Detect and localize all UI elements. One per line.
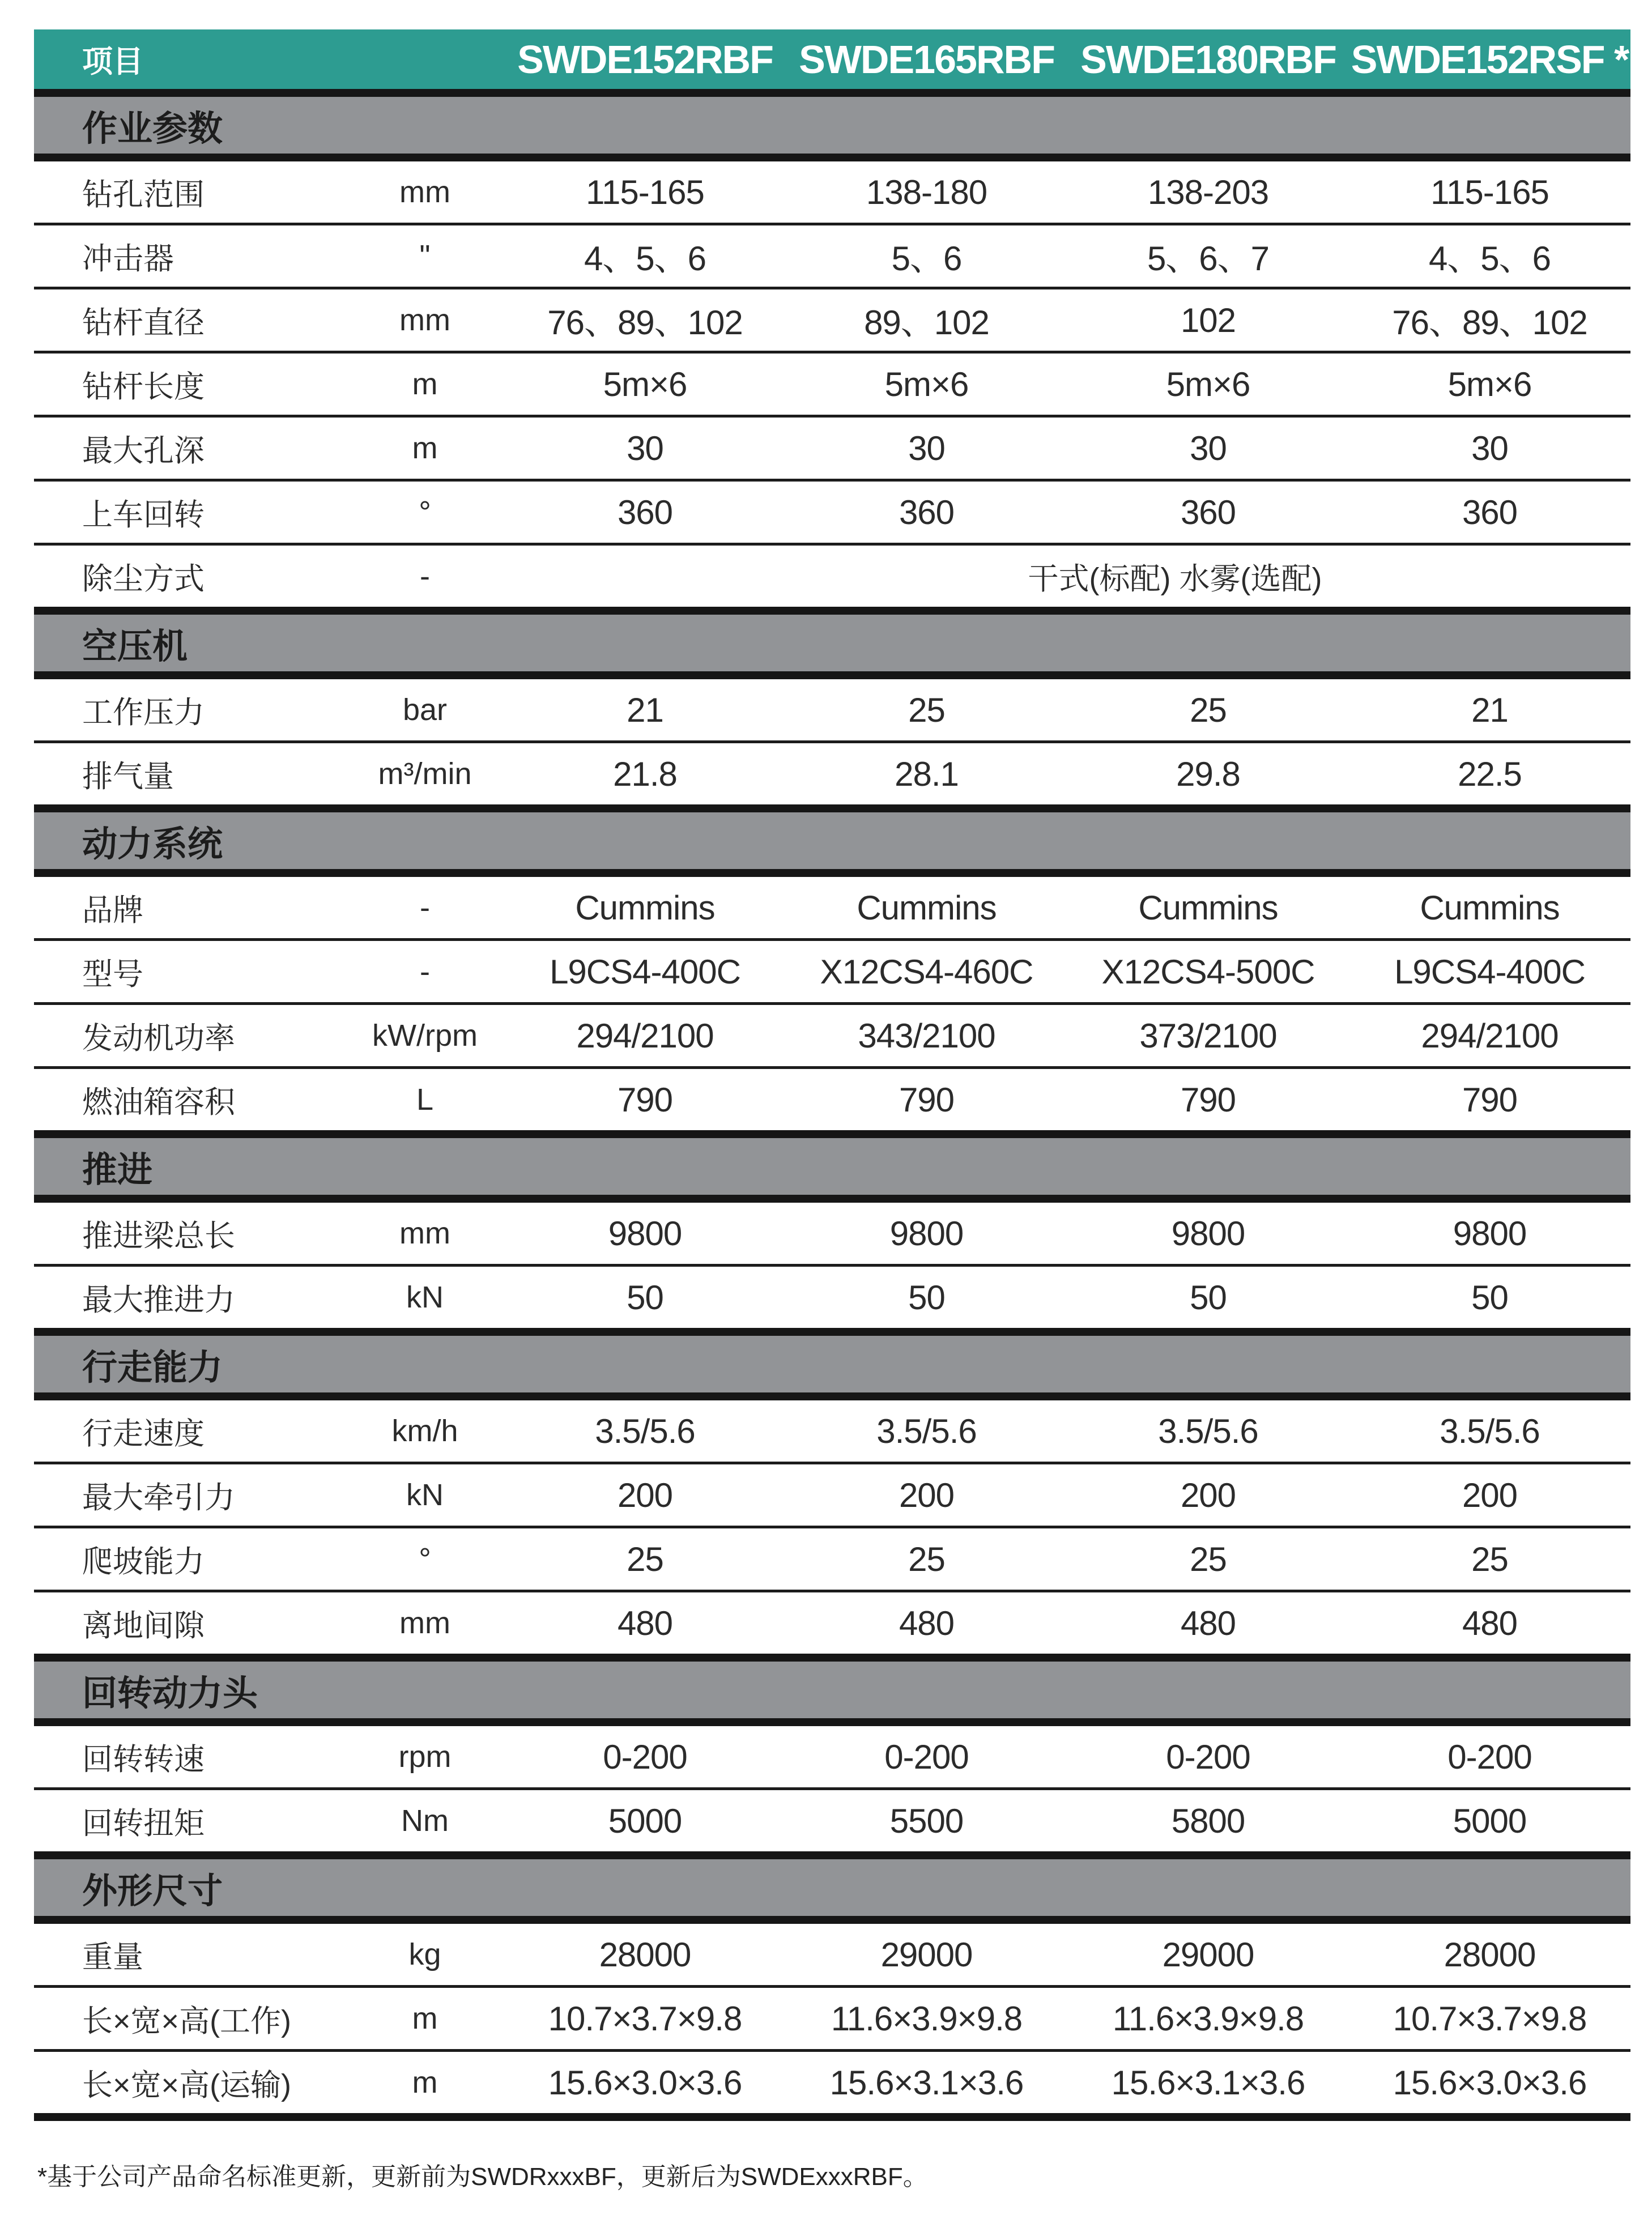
row-value: 200 bbox=[617, 1476, 673, 1514]
row-value: 373/2100 bbox=[1139, 1016, 1277, 1055]
row-value: 200 bbox=[1462, 1476, 1518, 1514]
header-item-label: 项目 bbox=[82, 45, 143, 79]
row-value: 50 bbox=[908, 1278, 945, 1317]
row-value: 360 bbox=[1180, 493, 1236, 531]
row-value: 0-200 bbox=[603, 1737, 687, 1776]
row-value: 76、89、102 bbox=[1392, 304, 1587, 342]
row-value: 790 bbox=[1462, 1080, 1518, 1119]
row-label: 钻杆长度 bbox=[82, 369, 205, 404]
row-value: 138-180 bbox=[866, 173, 987, 211]
row-value: 25 bbox=[1190, 1540, 1227, 1578]
row-value: 102 bbox=[1180, 301, 1236, 339]
row-value: 790 bbox=[899, 1080, 955, 1119]
spec-row bbox=[34, 223, 1630, 287]
row-unit: kg bbox=[408, 1937, 441, 1971]
row-value: 50 bbox=[1190, 1278, 1227, 1317]
row-unit: Nm bbox=[401, 1804, 449, 1838]
row-value: X12CS4-460C bbox=[820, 952, 1033, 991]
row-label: 最大孔深 bbox=[82, 433, 205, 468]
row-label: 品牌 bbox=[82, 893, 143, 927]
table-sections bbox=[34, 89, 1630, 2113]
section-header: 行走能力 bbox=[34, 1328, 1630, 1400]
spec-row bbox=[34, 740, 1630, 804]
section-header: 推进 bbox=[34, 1130, 1630, 1203]
spec-row bbox=[34, 415, 1630, 479]
row-value: 115-165 bbox=[586, 173, 704, 211]
spec-row bbox=[34, 161, 1630, 223]
row-value: 89、102 bbox=[864, 304, 989, 342]
row-value: 21.8 bbox=[613, 755, 677, 793]
row-unit: ° bbox=[419, 1542, 431, 1576]
spec-row bbox=[34, 479, 1630, 543]
row-unit: bar bbox=[402, 693, 448, 727]
row-value: 11.6×3.9×9.8 bbox=[1112, 1999, 1304, 2038]
spec-row bbox=[34, 543, 1630, 607]
footnote: *基于公司产品命名标准更新，更新前为SWDRxxxBF，更新后为SWDExxxRBF。 bbox=[37, 2163, 928, 2191]
row-value: 29000 bbox=[880, 1935, 973, 1974]
row-label: 冲击器 bbox=[82, 241, 174, 276]
row-value: 480 bbox=[1180, 1604, 1236, 1642]
row-value: 50 bbox=[627, 1278, 663, 1317]
row-label: 除尘方式 bbox=[82, 561, 205, 596]
row-value: 115-165 bbox=[1430, 173, 1549, 211]
row-value: 30 bbox=[1190, 429, 1227, 467]
spec-row bbox=[34, 1726, 1630, 1787]
row-value: 138-203 bbox=[1147, 173, 1269, 211]
row-value: 294/2100 bbox=[576, 1016, 714, 1055]
row-label: 最大牵引力 bbox=[82, 1480, 235, 1515]
row-value: 15.6×3.1×3.6 bbox=[829, 2063, 1024, 2102]
row-value: 15.6×3.1×3.6 bbox=[1111, 2063, 1305, 2102]
row-value: 11.6×3.9×9.8 bbox=[831, 1999, 1023, 2038]
spec-row bbox=[34, 1526, 1630, 1590]
spec-table bbox=[34, 29, 1630, 2121]
row-value: 0-200 bbox=[1166, 1737, 1250, 1776]
row-value: 4、5、6 bbox=[584, 240, 706, 278]
header-model-2: SWDE165RBF bbox=[799, 37, 1054, 82]
row-value: 76、89、102 bbox=[547, 304, 743, 342]
row-value: 200 bbox=[1180, 1476, 1236, 1514]
row-value: 790 bbox=[1180, 1080, 1236, 1119]
row-unit: L bbox=[416, 1083, 434, 1117]
row-label: 型号 bbox=[82, 957, 143, 991]
row-unit: kN bbox=[406, 1280, 444, 1314]
row-value: 9800 bbox=[1453, 1214, 1527, 1253]
spec-row bbox=[34, 877, 1630, 938]
spec-row bbox=[34, 351, 1630, 415]
spec-row bbox=[34, 679, 1630, 740]
spec-row bbox=[34, 1985, 1630, 2049]
row-label: 爬坡能力 bbox=[82, 1544, 205, 1579]
row-value: 5m×6 bbox=[1166, 365, 1250, 403]
row-value: Cummins bbox=[1420, 888, 1560, 927]
row-unit: m³/min bbox=[378, 757, 472, 791]
row-unit: " bbox=[419, 239, 431, 273]
row-value: Cummins bbox=[575, 888, 715, 927]
row-value: 25 bbox=[627, 1540, 663, 1578]
row-value: 25 bbox=[908, 691, 945, 729]
row-value: 5、6、7 bbox=[1147, 240, 1270, 278]
row-value: 360 bbox=[899, 493, 955, 531]
row-label: 回转扭矩 bbox=[82, 1806, 205, 1841]
row-unit: ° bbox=[419, 495, 431, 529]
row-label: 重量 bbox=[82, 1940, 143, 1974]
row-value: 5m×6 bbox=[603, 365, 687, 403]
row-value: 5m×6 bbox=[884, 365, 969, 403]
row-value: 29000 bbox=[1162, 1935, 1254, 1974]
row-value: 360 bbox=[617, 493, 673, 531]
row-value: 25 bbox=[908, 1540, 945, 1578]
row-value: 30 bbox=[1471, 429, 1508, 467]
row-unit: m bbox=[412, 2065, 438, 2099]
row-label: 上车回转 bbox=[82, 497, 205, 532]
table-bottom-line bbox=[34, 2113, 1630, 2121]
row-unit: mm bbox=[399, 1606, 450, 1640]
row-unit: kN bbox=[406, 1478, 444, 1512]
spec-row bbox=[34, 1203, 1630, 1264]
spec-row bbox=[34, 287, 1630, 351]
row-value-merged: 干式(标配) 水雾(选配) bbox=[1028, 561, 1322, 596]
row-label: 最大推进力 bbox=[82, 1283, 235, 1317]
spec-row bbox=[34, 938, 1630, 1002]
spec-row bbox=[34, 1924, 1630, 1985]
row-value: 5000 bbox=[1453, 1801, 1527, 1840]
row-value: 343/2100 bbox=[858, 1016, 995, 1055]
row-label: 离地间隙 bbox=[82, 1608, 205, 1643]
row-value: 28.1 bbox=[895, 755, 959, 793]
section-header: 作业参数 bbox=[34, 89, 1630, 161]
row-value: 9800 bbox=[608, 1214, 682, 1253]
row-value: 9800 bbox=[1171, 1214, 1245, 1253]
row-value: 480 bbox=[1462, 1604, 1518, 1642]
row-value: 0-200 bbox=[884, 1737, 969, 1776]
section-header: 空压机 bbox=[34, 607, 1630, 679]
section-header: 回转动力头 bbox=[34, 1654, 1630, 1726]
row-value: 30 bbox=[908, 429, 945, 467]
row-value: 9800 bbox=[889, 1214, 964, 1253]
spec-row bbox=[34, 1002, 1630, 1066]
spec-row bbox=[34, 2049, 1630, 2113]
section-rows bbox=[34, 877, 1630, 1130]
row-unit: - bbox=[420, 559, 430, 593]
row-value: 294/2100 bbox=[1421, 1016, 1559, 1055]
row-value: 5、6 bbox=[891, 240, 962, 278]
row-label: 钻孔范围 bbox=[82, 177, 205, 212]
section-rows bbox=[34, 1726, 1630, 1851]
row-unit: mm bbox=[399, 1216, 450, 1250]
row-value: 5000 bbox=[608, 1801, 682, 1840]
row-label: 回转转速 bbox=[82, 1742, 205, 1777]
table-header-row bbox=[34, 29, 1630, 89]
row-label: 排气量 bbox=[82, 759, 174, 794]
row-value: 3.5/5.6 bbox=[595, 1412, 695, 1450]
row-unit: - bbox=[420, 891, 430, 925]
row-unit: km/h bbox=[391, 1414, 458, 1448]
row-value: 480 bbox=[617, 1604, 673, 1642]
row-label: 发动机功率 bbox=[82, 1021, 235, 1055]
row-label: 长×宽×高(工作) bbox=[82, 2004, 292, 2038]
row-label: 工作压力 bbox=[82, 695, 205, 730]
row-unit: - bbox=[420, 955, 430, 989]
row-value: 5m×6 bbox=[1447, 365, 1532, 403]
row-unit: kW/rpm bbox=[372, 1019, 478, 1053]
row-unit: m bbox=[412, 2001, 438, 2035]
row-unit: m bbox=[412, 367, 438, 401]
row-value: 50 bbox=[1471, 1278, 1508, 1317]
spec-row bbox=[34, 1066, 1630, 1130]
row-value: 480 bbox=[899, 1604, 955, 1642]
row-value: 3.5/5.6 bbox=[1440, 1412, 1540, 1450]
row-value: 200 bbox=[899, 1476, 955, 1514]
section-header: 动力系统 bbox=[34, 804, 1630, 877]
row-label: 推进梁总长 bbox=[82, 1219, 235, 1253]
row-value: 360 bbox=[1462, 493, 1518, 531]
section-rows bbox=[34, 1924, 1630, 2113]
row-value: 25 bbox=[1471, 1540, 1508, 1578]
row-value: 21 bbox=[627, 691, 663, 729]
row-value: 3.5/5.6 bbox=[1158, 1412, 1258, 1450]
spec-row bbox=[34, 1264, 1630, 1328]
row-value: 28000 bbox=[599, 1935, 691, 1974]
spec-row bbox=[34, 1462, 1630, 1526]
row-value: 30 bbox=[627, 429, 663, 467]
row-value: 3.5/5.6 bbox=[876, 1412, 977, 1450]
spec-row bbox=[34, 1400, 1630, 1462]
row-value: 0-200 bbox=[1447, 1737, 1532, 1776]
row-unit: rpm bbox=[398, 1740, 452, 1774]
row-value: 790 bbox=[617, 1080, 673, 1119]
row-value: 5800 bbox=[1171, 1801, 1245, 1840]
row-unit: m bbox=[412, 431, 438, 465]
row-value: Cummins bbox=[857, 888, 997, 927]
header-model-3: SWDE180RBF bbox=[1080, 37, 1336, 82]
row-value: 4、5、6 bbox=[1428, 240, 1551, 278]
row-value: L9CS4-400C bbox=[1394, 952, 1585, 991]
row-unit: mm bbox=[399, 175, 450, 209]
row-value: Cummins bbox=[1138, 888, 1278, 927]
row-value: L9CS4-400C bbox=[550, 952, 740, 991]
section-rows bbox=[34, 1400, 1630, 1654]
row-value: 25 bbox=[1190, 691, 1227, 729]
row-value: 22.5 bbox=[1458, 755, 1522, 793]
section-rows bbox=[34, 679, 1630, 804]
row-value: 5500 bbox=[889, 1801, 964, 1840]
row-value: 29.8 bbox=[1176, 755, 1240, 793]
row-value: 10.7×3.7×9.8 bbox=[1393, 1999, 1587, 2038]
row-label: 钻杆直径 bbox=[82, 305, 205, 340]
spec-row bbox=[34, 1590, 1630, 1654]
row-unit: mm bbox=[399, 303, 450, 337]
row-value: X12CS4-500C bbox=[1101, 952, 1315, 991]
row-value: 28000 bbox=[1444, 1935, 1536, 1974]
section-rows bbox=[34, 161, 1630, 607]
row-value: 10.7×3.7×9.8 bbox=[548, 1999, 742, 2038]
row-value: 21 bbox=[1471, 691, 1508, 729]
header-model-1: SWDE152RBF bbox=[517, 37, 773, 82]
row-label: 燃油箱容积 bbox=[82, 1085, 235, 1119]
row-value: 15.6×3.0×3.6 bbox=[1393, 2063, 1587, 2102]
row-label: 行走速度 bbox=[82, 1416, 205, 1451]
row-value: 15.6×3.0×3.6 bbox=[548, 2063, 742, 2102]
section-header: 外形尺寸 bbox=[34, 1851, 1630, 1924]
row-label: 长×宽×高(运输) bbox=[82, 2068, 292, 2102]
section-rows bbox=[34, 1203, 1630, 1328]
header-model-4: SWDE152RSF * bbox=[1351, 37, 1629, 82]
spec-row bbox=[34, 1787, 1630, 1851]
